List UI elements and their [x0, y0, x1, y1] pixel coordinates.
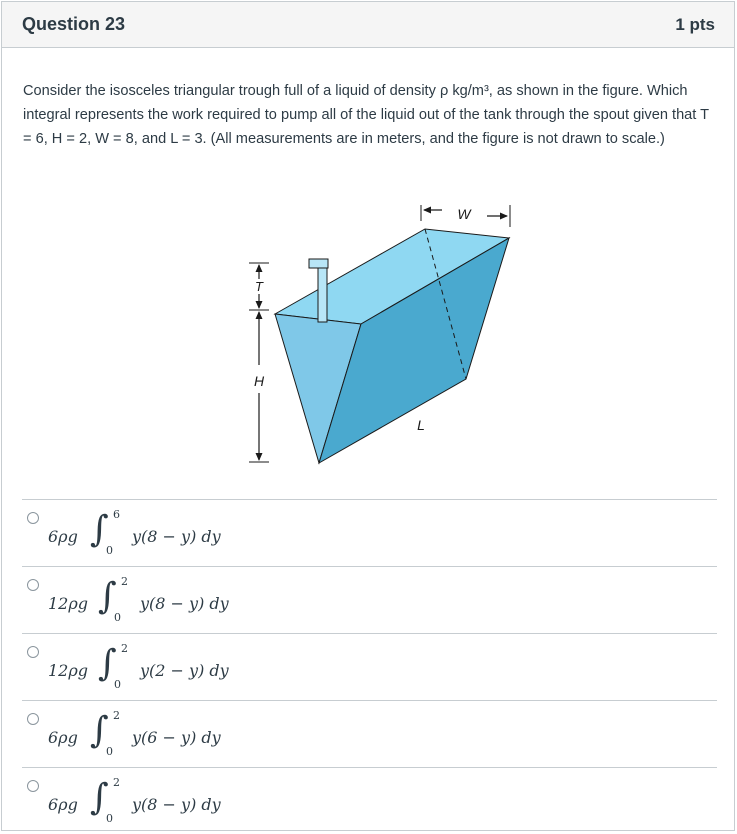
label-w: W: [457, 206, 471, 222]
question-header: [2, 2, 734, 48]
spout-cap: [309, 259, 328, 268]
upper-limit: 2: [113, 776, 120, 789]
answer-radio[interactable]: [27, 512, 39, 524]
answer-list: [22, 499, 717, 834]
integral-sign: ∫: [98, 643, 117, 684]
integral-sign: ∫: [98, 576, 117, 617]
integral-sign: ∫: [90, 710, 109, 751]
answer-option-2[interactable]: [22, 566, 717, 633]
question-title: Question 23: [22, 14, 126, 34]
answer-coefficient: 6ρg: [48, 728, 78, 747]
lower-limit: 0: [106, 544, 113, 557]
lower-limit: 0: [106, 812, 113, 825]
answer-radio[interactable]: [27, 713, 39, 725]
integrand: y(2 − y) dy: [140, 661, 229, 680]
answer-option-5[interactable]: [22, 767, 717, 834]
lower-limit: 0: [114, 678, 121, 691]
answer-option-1[interactable]: [22, 499, 717, 566]
answer-radio[interactable]: [27, 780, 39, 792]
upper-limit: 2: [121, 575, 128, 588]
answer-option-3[interactable]: [22, 633, 717, 700]
answer-coefficient: 6ρg: [48, 795, 78, 814]
label-l: L: [417, 417, 425, 433]
integrand: y(6 − y) dy: [132, 728, 221, 747]
answer-coefficient: 6ρg: [48, 527, 78, 546]
lower-limit: 0: [106, 745, 113, 758]
integrand: y(8 − y) dy: [132, 527, 221, 546]
upper-limit: 2: [121, 642, 128, 655]
answer-radio[interactable]: [27, 579, 39, 591]
integral-sign: ∫: [90, 777, 109, 818]
question-points: 1 pts: [675, 14, 715, 34]
answer-radio[interactable]: [27, 646, 39, 658]
upper-limit: 6: [113, 508, 120, 521]
answer-option-4[interactable]: [22, 700, 717, 767]
integrand: y(8 − y) dy: [132, 795, 221, 814]
trough-figure: [237, 197, 527, 472]
answer-coefficient: 12ρg: [48, 661, 89, 680]
answer-coefficient: 12ρg: [48, 594, 89, 613]
label-t: T: [255, 279, 263, 294]
integral-sign: ∫: [90, 509, 109, 550]
spout: [318, 266, 327, 322]
upper-limit: 2: [113, 709, 120, 722]
integrand: y(8 − y) dy: [140, 594, 229, 613]
question-card: [1, 1, 735, 831]
label-h: H: [253, 373, 265, 389]
lower-limit: 0: [114, 611, 121, 624]
question-text: Consider the isosceles triangular trough full of a liquid of density ρ kg/m³, as shown in the figure. Which integral represents the work required to pump all of the liquid out of the tank through the spout given that T = 6, H = 2, W = 8, and L = 3. (All measurements are in meters, and the figure is not drawn to scale.): [23, 83, 709, 148]
